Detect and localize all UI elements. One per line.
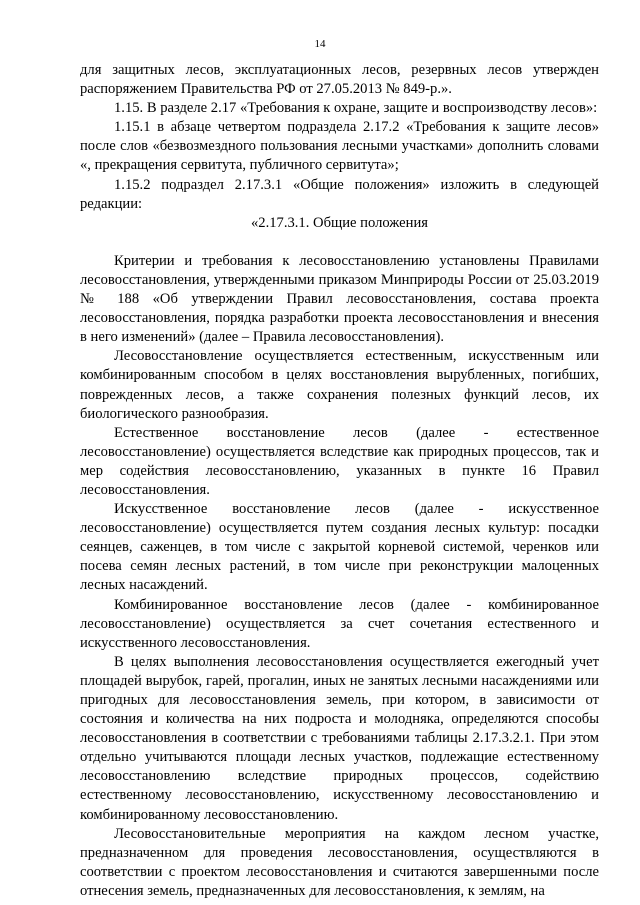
paragraph-artificial: Искусственное восстановление лесов (далее - искусственное лесовосстановление) осуществляется путем создания лесных культур: посадки сеянцев, саженцев, в том числе с закрытой корневой системой, черенков или посева семян лесных растений, в том числе при реконструкции малоценных лесных насаждений. — [80, 501, 599, 594]
paragraph-measures: Лесовосстановительные мероприятия на каждом лесном участке, предназначенном для проведения лесовосстановления, осуществляются в соответствии с проектом лесовосстановления и считаются завершенными после отнесения земель, предназначенных для лесовосстановления, к землям, на — [80, 825, 599, 899]
paragraph-combined: Комбинированное восстановление лесов (далее - комбинированное лесовосстановление) осуществляется за счет сочетания естественного и искусственного лесовосстановления. — [80, 596, 599, 651]
page-number: 14 — [314, 38, 326, 50]
section-heading: «2.17.3.1. Общие положения — [251, 214, 428, 231]
paragraph-continuation: для защитных лесов, эксплуатационных лесов, резервных лесов утвержден распоряжением Правительства РФ от 27.05.2013 № 849-р.». — [80, 62, 599, 98]
paragraph-item-1-15-1: 1.15.1 в абзаце четвертом подраздела 2.17.2 «Требования к защите лесов» после слов «безвозмездного пользования лесными участками» дополнить словами «, прекращения сервитута, публичного сервитута»; — [80, 119, 599, 174]
paragraph-accounting: В целях выполнения лесовосстановления осуществляется ежегодный учет площадей вырубок, гарей, прогалин, иных не занятых лесными насаждениями или пригодных для лесовосстановления земель, при котором, в зависимости от состояния и количества на них подроста и молодняка, определяются способы лесовосстановления в соответствии с требованиями таблицы 2.17.3.2.1. При этом отдельно учитываются площади лесных участков, подлежащие естественному лесовосстановлению вследствие природных процессов, содействию естественному лесовосстановлению, искусственному лесовосстановлению и комбинированному лесовосстановлению. — [80, 653, 599, 823]
paragraph-natural: Естественное восстановление лесов (далее - естественное лесовосстановление) осуществляется вследствие как природных процессов, так и мер содействия лесовосстановлению, указанных в пункте 16 Правил лесовосстановления. — [80, 424, 599, 498]
paragraph-methods: Лесовосстановление осуществляется естественным, искусственным или комбинированным способом в целях восстановления вырубленных, погибших, поврежденных лесов, а также сохранения полезных функций лесов, их биологического разнообразия. — [80, 348, 599, 422]
paragraph-item-1-15-2: 1.15.2 подраздел 2.17.3.1 «Общие положения» изложить в следующей редакции: — [80, 176, 599, 212]
document-body — [80, 61, 599, 901]
paragraph-item-1-15: 1.15. В разделе 2.17 «Требования к охране, защите и воспроизводству лесов»: — [114, 100, 598, 117]
paragraph-criteria: Критерии и требования к лесовосстановлению установлены Правилами лесовосстановления, утвержденными приказом Минприроды России от 25.03.2019 № 188 «Об утверждении Правил лесовосстановления, состава проекта лесовосстановления, порядка разработки проекта лесовосстановления и внесения в него изменений» (далее – Правила лесовосстановления). — [80, 252, 599, 346]
